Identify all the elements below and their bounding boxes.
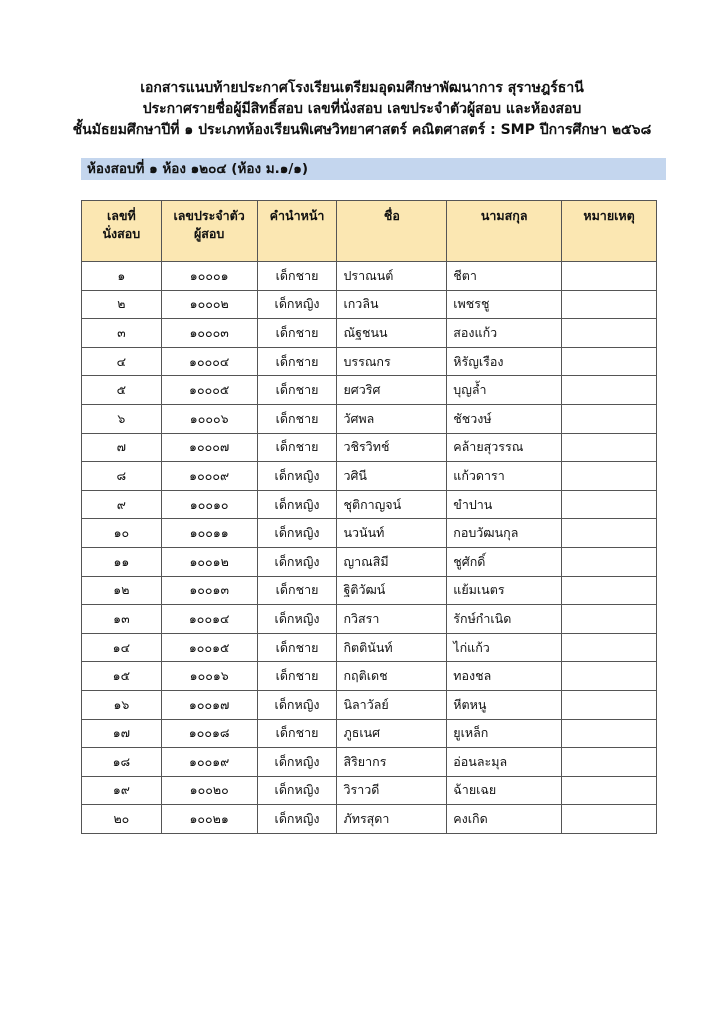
- examinee-id-cell: ๑๐๐๑๘: [161, 719, 257, 748]
- first-name-cell: นวนันท์: [337, 519, 447, 548]
- examinee-id-cell: ๑๐๐๒๐: [161, 776, 257, 805]
- seat-number-cell: ๑๗: [82, 719, 162, 748]
- note-cell: [562, 662, 657, 691]
- prefix-cell: เด็กหญิง: [257, 547, 337, 576]
- note-cell: [562, 490, 657, 519]
- note-cell: [562, 433, 657, 462]
- seat-number-cell: ๑๖: [82, 690, 162, 719]
- header-line-3: ชั้นมัธยมศึกษาปีที่ ๑ ประเภทห้องเรียนพิเศษวิทยาศาสตร์ คณิตศาสตร์ : SMP ปีการศึกษา ๒๕๖๘: [72, 122, 652, 138]
- table-row: [82, 490, 657, 519]
- note-cell: [562, 519, 657, 548]
- table-row: [82, 547, 657, 576]
- examinee-id-cell: ๑๐๐๐๙: [161, 462, 257, 491]
- table-row: [82, 805, 657, 834]
- prefix-column-header: คำนำหน้า: [257, 201, 337, 262]
- first-name-cell: กิตตินันท์: [337, 633, 447, 662]
- seat-number-cell: ๔: [82, 347, 162, 376]
- table-row: [82, 262, 657, 291]
- last-name-cell: ชีตา: [447, 262, 562, 291]
- seat-number-cell: ๑๕: [82, 662, 162, 691]
- note-cell: [562, 262, 657, 291]
- examinee-id-cell: ๑๐๐๐๓: [161, 319, 257, 348]
- table-row: [82, 376, 657, 405]
- last-name-cell: คล้ายสุวรรณ: [447, 433, 562, 462]
- first-name-cell: นิลาวัลย์: [337, 690, 447, 719]
- last-name-cell: ยูเหล็ก: [447, 719, 562, 748]
- examinee-id-cell: ๑๐๐๑๕: [161, 633, 257, 662]
- seat-number-cell: ๑๑: [82, 547, 162, 576]
- header-line-1: เอกสารแนบท้ายประกาศโรงเรียนเตรียมอุดมศึกษาพัฒนาการ สุราษฎร์ธานี: [140, 80, 584, 96]
- seat-number-cell: ๑๒: [82, 576, 162, 605]
- last-name-cell: เพชรชู: [447, 290, 562, 319]
- last-name-cell: ฉ้ายเฉย: [447, 776, 562, 805]
- last-name-cell: ขำปาน: [447, 490, 562, 519]
- note-cell: [562, 633, 657, 662]
- document-header: [0, 78, 724, 141]
- table-row: [82, 576, 657, 605]
- seat-number-cell: ๑๘: [82, 748, 162, 777]
- first-name-cell: ชุติกาญจน์: [337, 490, 447, 519]
- first-name-cell: วศินี: [337, 462, 447, 491]
- last-name-cell: ไก่แก้ว: [447, 633, 562, 662]
- prefix-cell: เด็กชาย: [257, 719, 337, 748]
- examinee-id-cell: ๑๐๐๑๙: [161, 748, 257, 777]
- last-name-cell: รักษ์กำเนิด: [447, 605, 562, 634]
- seat-number-cell: ๕: [82, 376, 162, 405]
- note-cell: [562, 576, 657, 605]
- examinee-id-cell: ๑๐๐๐๕: [161, 376, 257, 405]
- prefix-cell: เด็กชาย: [257, 662, 337, 691]
- seat-number-cell: ๒: [82, 290, 162, 319]
- first-name-cell: วิราวดี: [337, 776, 447, 805]
- table-row: [82, 519, 657, 548]
- examinee-id-cell: ๑๐๐๑๗: [161, 690, 257, 719]
- first-name-cell: เกวลิน: [337, 290, 447, 319]
- last-name-cell: หีตหนู: [447, 690, 562, 719]
- prefix-cell: เด็กหญิง: [257, 605, 337, 634]
- note-cell: [562, 690, 657, 719]
- first-name-cell: สิริยากร: [337, 748, 447, 777]
- prefix-cell: เด็กชาย: [257, 433, 337, 462]
- note-cell: [562, 319, 657, 348]
- examinee-id-cell: ๑๐๐๐๒: [161, 290, 257, 319]
- seat-column-header: เลขที่ นั่งสอบ: [82, 201, 162, 262]
- note-cell: [562, 376, 657, 405]
- first-name-cell: ปราณนต์: [337, 262, 447, 291]
- first-name-cell: วชิรวิทช์: [337, 433, 447, 462]
- examinee-id-cell: ๑๐๐๒๑: [161, 805, 257, 834]
- table-row: [82, 319, 657, 348]
- last-name-cell: แก้วดารา: [447, 462, 562, 491]
- note-cell: [562, 404, 657, 433]
- table-row: [82, 462, 657, 491]
- prefix-cell: เด็กหญิง: [257, 690, 337, 719]
- seat-number-cell: ๗: [82, 433, 162, 462]
- examinee-id-cell: ๑๐๐๐๗: [161, 433, 257, 462]
- id-column-header: เลขประจำตัว ผู้สอบ: [161, 201, 257, 262]
- table-row: [82, 719, 657, 748]
- first-name-cell: วัศพล: [337, 404, 447, 433]
- last-name-cell: กอบวัฒนกุล: [447, 519, 562, 548]
- note-cell: [562, 547, 657, 576]
- first-name-cell: ญาณสิมี: [337, 547, 447, 576]
- seat-number-cell: ๘: [82, 462, 162, 491]
- roster-body: [82, 262, 657, 834]
- prefix-cell: เด็กหญิง: [257, 462, 337, 491]
- table-row: [82, 748, 657, 777]
- table-row: [82, 662, 657, 691]
- prefix-cell: เด็กชาย: [257, 576, 337, 605]
- first-name-cell: ณัฐชนน: [337, 319, 447, 348]
- examinee-id-cell: ๑๐๐๐๖: [161, 404, 257, 433]
- last-name-column-header: นามสกุล: [447, 201, 562, 262]
- note-cell: [562, 462, 657, 491]
- first-name-cell: กฤติเดช: [337, 662, 447, 691]
- examinee-id-cell: ๑๐๐๑๖: [161, 662, 257, 691]
- note-cell: [562, 719, 657, 748]
- last-name-cell: คงเกิด: [447, 805, 562, 834]
- first-name-cell: ภัทรสุดา: [337, 805, 447, 834]
- examinee-id-cell: ๑๐๐๐๑: [161, 262, 257, 291]
- last-name-cell: แย้มเนตร: [447, 576, 562, 605]
- seat-number-cell: ๑๔: [82, 633, 162, 662]
- last-name-cell: ชัชวงษ์: [447, 404, 562, 433]
- last-name-cell: หิรัญเรือง: [447, 347, 562, 376]
- room-heading: ห้องสอบที่ ๑ ห้อง ๑๒๐๔ (ห้อง ม.๑/๑): [81, 158, 666, 180]
- first-name-column-header: ชื่อ: [337, 201, 447, 262]
- last-name-cell: อ่อนละมุล: [447, 748, 562, 777]
- table-row: [82, 290, 657, 319]
- first-name-cell: ยศวริศ: [337, 376, 447, 405]
- prefix-cell: เด็กชาย: [257, 262, 337, 291]
- note-cell: [562, 776, 657, 805]
- prefix-cell: เด็กชาย: [257, 633, 337, 662]
- prefix-cell: เด็กหญิง: [257, 519, 337, 548]
- first-name-cell: บรรณกร: [337, 347, 447, 376]
- prefix-cell: เด็กชาย: [257, 376, 337, 405]
- table-row: [82, 776, 657, 805]
- table-row: [82, 633, 657, 662]
- last-name-cell: บุญล้ำ: [447, 376, 562, 405]
- table-row: [82, 605, 657, 634]
- roster-table: [81, 200, 657, 834]
- examinee-id-cell: ๑๐๐๑๔: [161, 605, 257, 634]
- last-name-cell: ชูศักดิ์: [447, 547, 562, 576]
- seat-number-cell: ๑๐: [82, 519, 162, 548]
- note-cell: [562, 748, 657, 777]
- first-name-cell: ภูธเนศ: [337, 719, 447, 748]
- table-row: [82, 433, 657, 462]
- examinee-id-cell: ๑๐๐๑๐: [161, 490, 257, 519]
- seat-number-cell: ๓: [82, 319, 162, 348]
- first-name-cell: กวิสรา: [337, 605, 447, 634]
- first-name-cell: ฐิติวัฒน์: [337, 576, 447, 605]
- seat-number-cell: ๑๙: [82, 776, 162, 805]
- prefix-cell: เด็กชาย: [257, 404, 337, 433]
- note-column-header: หมายเหตุ: [562, 201, 657, 262]
- table-row: [82, 404, 657, 433]
- last-name-cell: ทองชล: [447, 662, 562, 691]
- prefix-cell: เด็กหญิง: [257, 748, 337, 777]
- prefix-cell: เด็กหญิง: [257, 776, 337, 805]
- seat-number-cell: ๑: [82, 262, 162, 291]
- prefix-cell: เด็กหญิง: [257, 490, 337, 519]
- note-cell: [562, 347, 657, 376]
- seat-number-cell: ๒๐: [82, 805, 162, 834]
- seat-number-cell: ๙: [82, 490, 162, 519]
- examinee-id-cell: ๑๐๐๑๒: [161, 547, 257, 576]
- seat-number-cell: ๑๓: [82, 605, 162, 634]
- seat-number-cell: ๖: [82, 404, 162, 433]
- note-cell: [562, 805, 657, 834]
- prefix-cell: เด็กชาย: [257, 319, 337, 348]
- examinee-id-cell: ๑๐๐๐๔: [161, 347, 257, 376]
- table-row: [82, 690, 657, 719]
- table-row: [82, 347, 657, 376]
- table-header-row: [82, 201, 657, 262]
- examinee-id-cell: ๑๐๐๑๓: [161, 576, 257, 605]
- examinee-id-cell: ๑๐๐๑๑: [161, 519, 257, 548]
- last-name-cell: สองแก้ว: [447, 319, 562, 348]
- note-cell: [562, 605, 657, 634]
- note-cell: [562, 290, 657, 319]
- prefix-cell: เด็กชาย: [257, 347, 337, 376]
- header-line-2: ประกาศรายชื่อผู้มีสิทธิ์สอบ เลขที่นั่งสอบ เลขประจำตัวผู้สอบ และห้องสอบ: [142, 101, 582, 117]
- prefix-cell: เด็กหญิง: [257, 290, 337, 319]
- prefix-cell: เด็กหญิง: [257, 805, 337, 834]
